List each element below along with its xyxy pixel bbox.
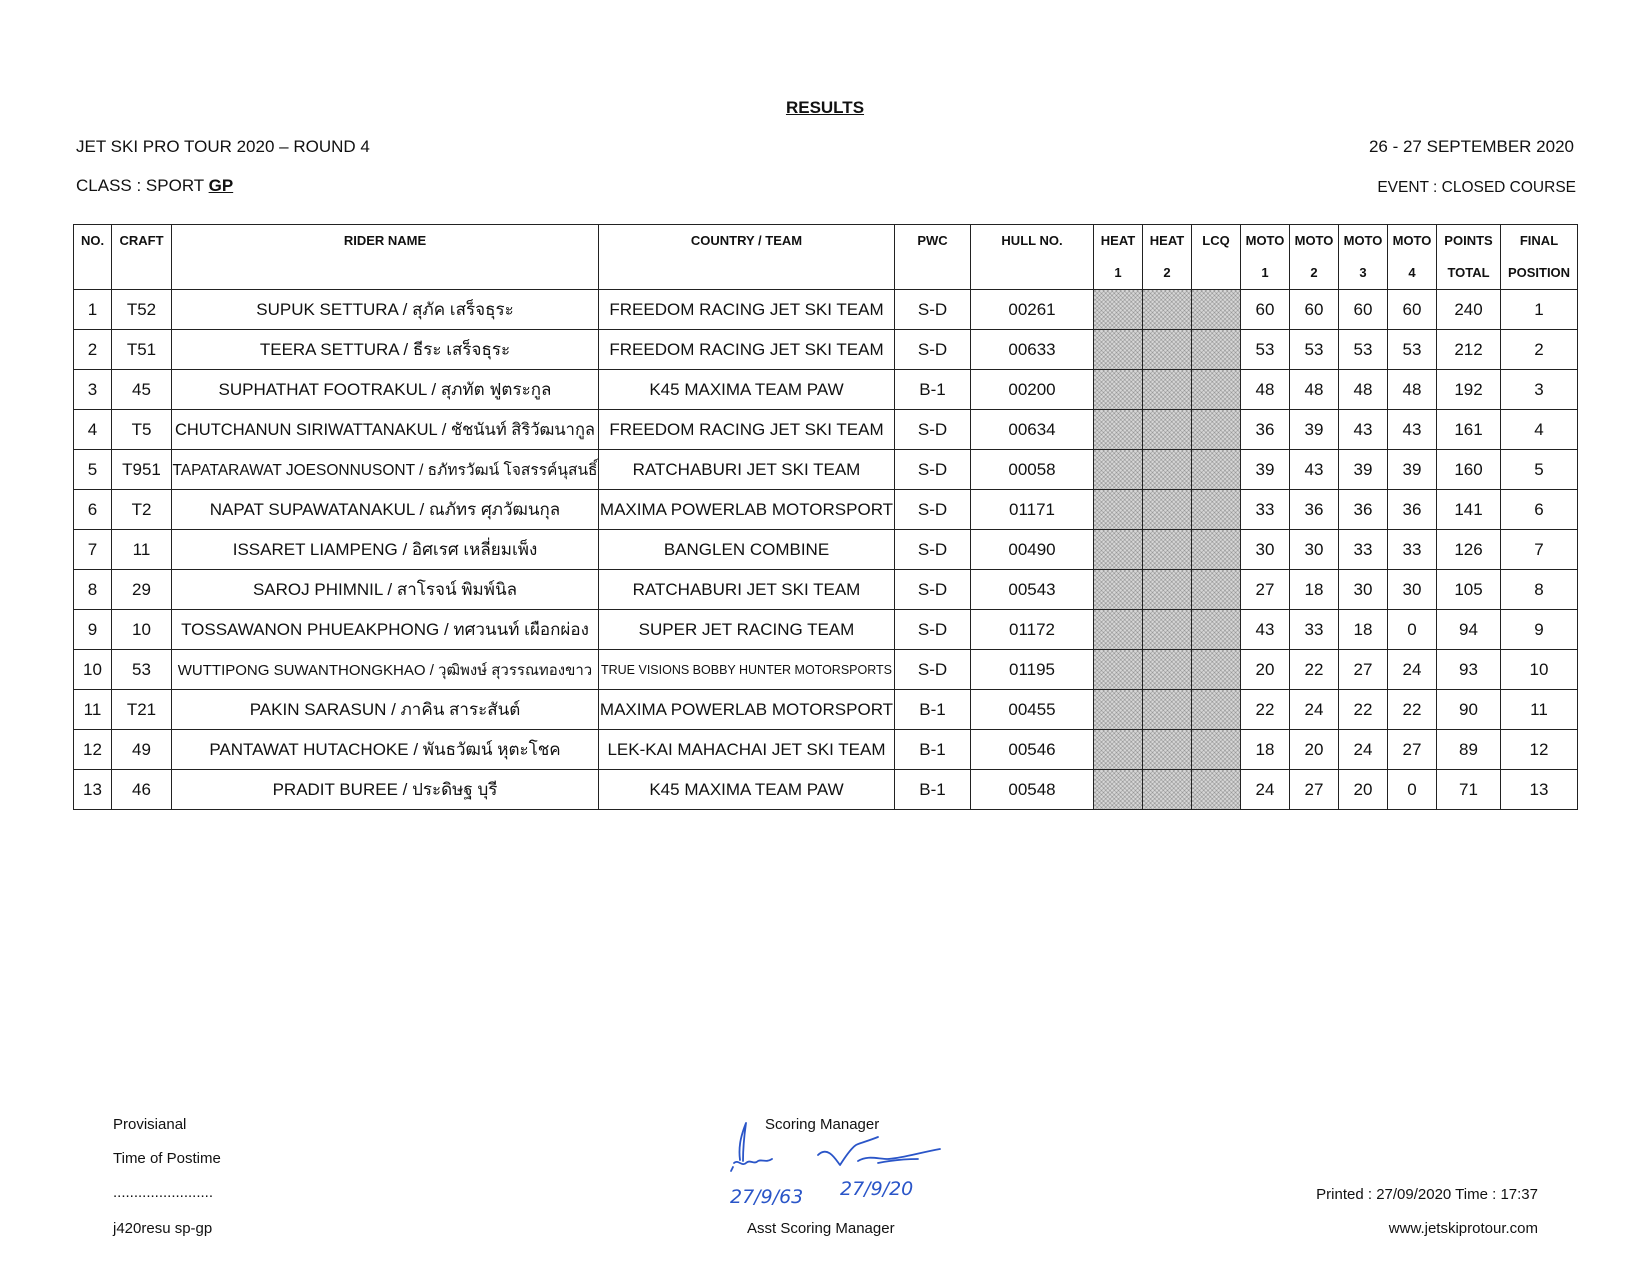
cell-craft: T52 (112, 290, 172, 330)
header-final: FINAL POSITION (1501, 225, 1578, 290)
cell-points-total: 141 (1437, 490, 1501, 530)
cell-rider: PANTAWAT HUTACHOKE / พันธวัฒน์ หุตะโชค (172, 730, 599, 770)
cell-heat1 (1094, 690, 1143, 730)
cell-heat1 (1094, 610, 1143, 650)
table-row (74, 570, 1578, 610)
cell-moto3: 60 (1339, 290, 1388, 330)
cell-moto3: 22 (1339, 690, 1388, 730)
table-row (74, 770, 1578, 810)
signature-date-2: 27/9/20 (840, 1178, 914, 1200)
cell-no: 9 (74, 610, 112, 650)
cell-hull: 00548 (971, 770, 1094, 810)
table-row (74, 290, 1578, 330)
cell-points-total: 212 (1437, 330, 1501, 370)
cell-lcq (1192, 610, 1241, 650)
cell-final-position: 7 (1501, 530, 1578, 570)
cell-pwc: S-D (895, 410, 971, 450)
cell-no: 5 (74, 450, 112, 490)
cell-team: LEK-KAI MAHACHAI JET SKI TEAM (599, 730, 895, 770)
cell-craft: 11 (112, 530, 172, 570)
cell-moto3: 24 (1339, 730, 1388, 770)
cell-moto4: 53 (1388, 330, 1437, 370)
printed-timestamp: Printed : 27/09/2020 Time : 17:37 (1316, 1186, 1538, 1203)
cell-rider: WUTTIPONG SUWANTHONGKHAO / วุฒิพงษ์ สุวรรณทองขาว (172, 650, 599, 690)
cell-rider: PRADIT BUREE / ประดิษฐ บุรี (172, 770, 599, 810)
cell-moto2: 36 (1290, 490, 1339, 530)
cell-moto1: 30 (1241, 530, 1290, 570)
class-line (76, 176, 233, 196)
cell-lcq (1192, 370, 1241, 410)
cell-heat2 (1143, 410, 1192, 450)
cell-team: TRUE VISIONS BOBBY HUNTER MOTORSPORTS (599, 650, 895, 690)
cell-craft: 45 (112, 370, 172, 410)
cell-moto1: 43 (1241, 610, 1290, 650)
cell-points-total: 105 (1437, 570, 1501, 610)
cell-hull: 00455 (971, 690, 1094, 730)
cell-heat2 (1143, 730, 1192, 770)
cell-heat1 (1094, 490, 1143, 530)
cell-moto2: 60 (1290, 290, 1339, 330)
cell-points-total: 89 (1437, 730, 1501, 770)
cell-heat1 (1094, 290, 1143, 330)
cell-moto1: 24 (1241, 770, 1290, 810)
header-moto4: MOTO 4 (1388, 225, 1437, 290)
cell-pwc: S-D (895, 490, 971, 530)
postime-dots: ........................ (113, 1184, 214, 1201)
class-label: CLASS : SPORT (76, 176, 204, 195)
table-row (74, 610, 1578, 650)
cell-points-total: 71 (1437, 770, 1501, 810)
cell-no: 12 (74, 730, 112, 770)
cell-moto4: 39 (1388, 450, 1437, 490)
cell-pwc: S-D (895, 330, 971, 370)
cell-moto1: 27 (1241, 570, 1290, 610)
cell-team: RATCHABURI JET SKI TEAM (599, 450, 895, 490)
cell-no: 13 (74, 770, 112, 810)
cell-team: K45 MAXIMA TEAM PAW (599, 770, 895, 810)
event-type: EVENT : CLOSED COURSE (1377, 179, 1576, 196)
cell-moto4: 36 (1388, 490, 1437, 530)
cell-moto3: 36 (1339, 490, 1388, 530)
cell-moto2: 53 (1290, 330, 1339, 370)
cell-final-position: 8 (1501, 570, 1578, 610)
cell-hull: 00490 (971, 530, 1094, 570)
cell-heat2 (1143, 570, 1192, 610)
results-table (73, 224, 1578, 810)
cell-lcq (1192, 330, 1241, 370)
cell-rider: SUPUK SETTURA / สุภัค เสร็จธุระ (172, 290, 599, 330)
header-points: POINTS TOTAL (1437, 225, 1501, 290)
cell-points-total: 126 (1437, 530, 1501, 570)
cell-no: 1 (74, 290, 112, 330)
cell-final-position: 3 (1501, 370, 1578, 410)
cell-hull: 00633 (971, 330, 1094, 370)
cell-moto2: 30 (1290, 530, 1339, 570)
signature-image (728, 1115, 978, 1210)
cell-moto3: 48 (1339, 370, 1388, 410)
cell-moto4: 33 (1388, 530, 1437, 570)
cell-hull: 00058 (971, 450, 1094, 490)
header-heat2: HEAT 2 (1143, 225, 1192, 290)
cell-rider: CHUTCHANUN SIRIWATTANAKUL / ชัชนันท์ สิริวัฒนากูล (172, 410, 599, 450)
cell-craft: 29 (112, 570, 172, 610)
cell-moto1: 33 (1241, 490, 1290, 530)
cell-moto3: 27 (1339, 650, 1388, 690)
cell-craft: 10 (112, 610, 172, 650)
cell-hull: 00546 (971, 730, 1094, 770)
cell-final-position: 1 (1501, 290, 1578, 330)
cell-final-position: 4 (1501, 410, 1578, 450)
table-row (74, 650, 1578, 690)
cell-points-total: 160 (1437, 450, 1501, 490)
time-of-postime-label: Time of Postime (113, 1150, 221, 1167)
cell-heat1 (1094, 330, 1143, 370)
cell-craft: T5 (112, 410, 172, 450)
cell-moto3: 20 (1339, 770, 1388, 810)
header-no: NO. (74, 225, 112, 290)
cell-points-total: 94 (1437, 610, 1501, 650)
header-lcq: LCQ (1192, 225, 1241, 290)
cell-no: 2 (74, 330, 112, 370)
cell-heat2 (1143, 330, 1192, 370)
event-date: 26 - 27 SEPTEMBER 2020 (1368, 137, 1574, 156)
cell-heat1 (1094, 570, 1143, 610)
cell-moto2: 27 (1290, 770, 1339, 810)
cell-pwc: B-1 (895, 770, 971, 810)
event-name: JET SKI PRO TOUR 2020 – ROUND 4 (76, 137, 370, 156)
cell-craft: T951 (112, 450, 172, 490)
cell-moto2: 48 (1290, 370, 1339, 410)
cell-moto2: 33 (1290, 610, 1339, 650)
cell-team: RATCHABURI JET SKI TEAM (599, 570, 895, 610)
header-moto2: MOTO 2 (1290, 225, 1339, 290)
cell-hull: 01171 (971, 490, 1094, 530)
cell-lcq (1192, 730, 1241, 770)
cell-hull: 00543 (971, 570, 1094, 610)
cell-rider: SUPHATHAT FOOTRAKUL / สุภทัต ฟูตระกูล (172, 370, 599, 410)
cell-heat1 (1094, 370, 1143, 410)
cell-no: 7 (74, 530, 112, 570)
cell-no: 11 (74, 690, 112, 730)
cell-moto4: 30 (1388, 570, 1437, 610)
table-header-row (74, 225, 1578, 290)
cell-moto1: 20 (1241, 650, 1290, 690)
cell-moto2: 39 (1290, 410, 1339, 450)
header-pwc: PWC (895, 225, 971, 290)
cell-final-position: 10 (1501, 650, 1578, 690)
cell-heat1 (1094, 770, 1143, 810)
table-row (74, 330, 1578, 370)
cell-no: 4 (74, 410, 112, 450)
cell-moto2: 22 (1290, 650, 1339, 690)
cell-moto1: 18 (1241, 730, 1290, 770)
cell-points-total: 240 (1437, 290, 1501, 330)
cell-pwc: S-D (895, 450, 971, 490)
cell-team: MAXIMA POWERLAB MOTORSPORT (599, 490, 895, 530)
cell-heat1 (1094, 730, 1143, 770)
cell-heat2 (1143, 450, 1192, 490)
table-row (74, 370, 1578, 410)
cell-pwc: S-D (895, 650, 971, 690)
cell-points-total: 161 (1437, 410, 1501, 450)
cell-rider: TAPATARAWAT JOESONNUSONT / ธภัทรวัฒน์ โจสรรค์นุสนธิ์ (172, 450, 599, 490)
cell-moto2: 20 (1290, 730, 1339, 770)
cell-rider: ISSARET LIAMPENG / อิศเรศ เหลี่ยมเพ็ง (172, 530, 599, 570)
cell-hull: 00261 (971, 290, 1094, 330)
cell-heat2 (1143, 490, 1192, 530)
cell-pwc: S-D (895, 530, 971, 570)
cell-moto1: 22 (1241, 690, 1290, 730)
cell-moto3: 53 (1339, 330, 1388, 370)
cell-craft: T51 (112, 330, 172, 370)
cell-rider: NAPAT SUPAWATANAKUL / ณภัทร ศุภวัฒนกุล (172, 490, 599, 530)
cell-rider: PAKIN SARASUN / ภาคิน สาระสันต์ (172, 690, 599, 730)
cell-pwc: B-1 (895, 730, 971, 770)
cell-lcq (1192, 690, 1241, 730)
cell-final-position: 5 (1501, 450, 1578, 490)
header-moto1: MOTO 1 (1241, 225, 1290, 290)
cell-team: SUPER JET RACING TEAM (599, 610, 895, 650)
table-row (74, 410, 1578, 450)
cell-team: K45 MAXIMA TEAM PAW (599, 370, 895, 410)
cell-final-position: 9 (1501, 610, 1578, 650)
cell-lcq (1192, 530, 1241, 570)
cell-moto3: 33 (1339, 530, 1388, 570)
cell-moto1: 39 (1241, 450, 1290, 490)
cell-pwc: S-D (895, 610, 971, 650)
cell-pwc: S-D (895, 290, 971, 330)
header-rider: RIDER NAME (172, 225, 599, 290)
cell-moto1: 53 (1241, 330, 1290, 370)
header-team: COUNTRY / TEAM (599, 225, 895, 290)
cell-points-total: 93 (1437, 650, 1501, 690)
cell-lcq (1192, 770, 1241, 810)
cell-heat2 (1143, 530, 1192, 570)
cell-moto4: 24 (1388, 650, 1437, 690)
cell-pwc: S-D (895, 570, 971, 610)
provisional-label: Provisianal (113, 1116, 187, 1133)
signature-date-1: 27/9/63 (730, 1186, 804, 1208)
cell-no: 3 (74, 370, 112, 410)
cell-moto4: 60 (1388, 290, 1437, 330)
cell-rider: TEERA SETTURA / ธีระ เสร็จธุระ (172, 330, 599, 370)
cell-rider: TOSSAWANON PHUEAKPHONG / ทศวนนท์ เผือกผ่อง (172, 610, 599, 650)
cell-heat1 (1094, 410, 1143, 450)
cell-craft: T2 (112, 490, 172, 530)
cell-hull: 00634 (971, 410, 1094, 450)
cell-heat2 (1143, 650, 1192, 690)
cell-final-position: 12 (1501, 730, 1578, 770)
cell-craft: 46 (112, 770, 172, 810)
website-link: www.jetskiprotour.com (1388, 1220, 1538, 1237)
cell-lcq (1192, 490, 1241, 530)
cell-moto2: 43 (1290, 450, 1339, 490)
table-row (74, 730, 1578, 770)
cell-team: MAXIMA POWERLAB MOTORSPORT (599, 690, 895, 730)
cell-heat1 (1094, 650, 1143, 690)
cell-heat1 (1094, 530, 1143, 570)
cell-hull: 01172 (971, 610, 1094, 650)
cell-pwc: B-1 (895, 370, 971, 410)
cell-final-position: 2 (1501, 330, 1578, 370)
header-hull: HULL NO. (971, 225, 1094, 290)
cell-lcq (1192, 450, 1241, 490)
cell-moto3: 18 (1339, 610, 1388, 650)
cell-hull: 00200 (971, 370, 1094, 410)
document-code: j420resu sp-gp (113, 1220, 213, 1237)
cell-lcq (1192, 410, 1241, 450)
cell-points-total: 90 (1437, 690, 1501, 730)
cell-team: FREEDOM RACING JET SKI TEAM (599, 330, 895, 370)
cell-heat1 (1094, 450, 1143, 490)
cell-moto4: 22 (1388, 690, 1437, 730)
cell-moto2: 24 (1290, 690, 1339, 730)
cell-moto3: 39 (1339, 450, 1388, 490)
table-row (74, 490, 1578, 530)
cell-craft: T21 (112, 690, 172, 730)
cell-heat2 (1143, 610, 1192, 650)
cell-moto1: 48 (1241, 370, 1290, 410)
cell-heat2 (1143, 370, 1192, 410)
cell-team: FREEDOM RACING JET SKI TEAM (599, 290, 895, 330)
cell-no: 10 (74, 650, 112, 690)
cell-moto3: 43 (1339, 410, 1388, 450)
asst-scoring-manager-label: Asst Scoring Manager (747, 1220, 895, 1237)
class-value: GP (208, 176, 234, 195)
cell-heat2 (1143, 290, 1192, 330)
cell-moto4: 0 (1388, 770, 1437, 810)
cell-pwc: B-1 (895, 690, 971, 730)
cell-heat2 (1143, 770, 1192, 810)
cell-points-total: 192 (1437, 370, 1501, 410)
cell-team: FREEDOM RACING JET SKI TEAM (599, 410, 895, 450)
table-row (74, 450, 1578, 490)
cell-final-position: 13 (1501, 770, 1578, 810)
cell-heat2 (1143, 690, 1192, 730)
table-row (74, 530, 1578, 570)
cell-craft: 49 (112, 730, 172, 770)
cell-moto4: 43 (1388, 410, 1437, 450)
cell-no: 8 (74, 570, 112, 610)
cell-rider: SAROJ PHIMNIL / สาโรจน์ พิมพ์นิล (172, 570, 599, 610)
cell-moto1: 36 (1241, 410, 1290, 450)
cell-moto4: 48 (1388, 370, 1437, 410)
cell-moto4: 27 (1388, 730, 1437, 770)
header-moto3: MOTO 3 (1339, 225, 1388, 290)
cell-craft: 53 (112, 650, 172, 690)
cell-team: BANGLEN COMBINE (599, 530, 895, 570)
cell-hull: 01195 (971, 650, 1094, 690)
cell-moto4: 0 (1388, 610, 1437, 650)
cell-no: 6 (74, 490, 112, 530)
cell-moto2: 18 (1290, 570, 1339, 610)
header-heat1: HEAT 1 (1094, 225, 1143, 290)
page-title: RESULTS (785, 98, 865, 117)
cell-lcq (1192, 650, 1241, 690)
cell-lcq (1192, 570, 1241, 610)
cell-final-position: 11 (1501, 690, 1578, 730)
table-row (74, 690, 1578, 730)
header-craft: CRAFT (112, 225, 172, 290)
cell-final-position: 6 (1501, 490, 1578, 530)
cell-moto3: 30 (1339, 570, 1388, 610)
cell-moto1: 60 (1241, 290, 1290, 330)
cell-lcq (1192, 290, 1241, 330)
scoring-manager-label: Scoring Manager (765, 1116, 880, 1133)
